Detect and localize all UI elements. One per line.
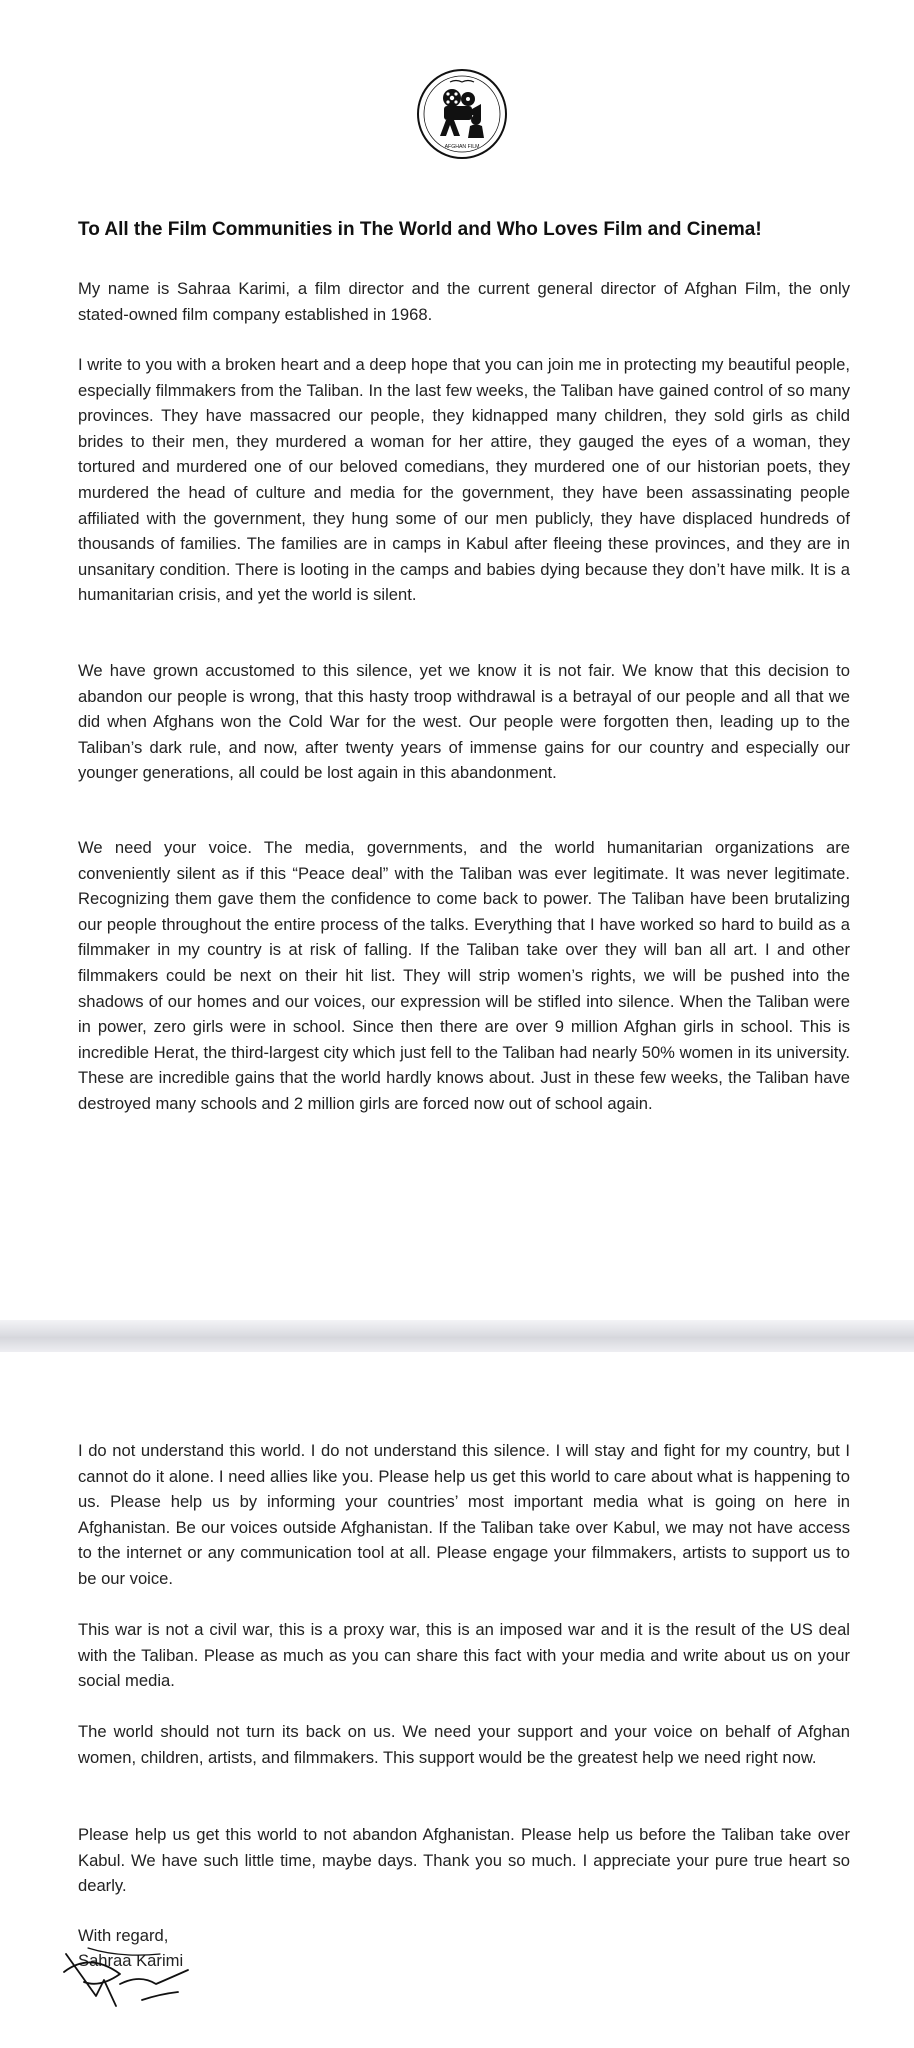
letter-paragraph-support: The world should not turn its back on us. We need your support and your voice on behalf of Afghan women, children, artists, and filmmakers. This support would be the greatest help we need right now. bbox=[78, 1722, 850, 1767]
signer-name: Sahraa Karimi bbox=[78, 1951, 184, 1970]
letter-paragraph-intro: My name is Sahraa Karimi, a film director and the current general director of Afghan Film, the only stated-owned film company established in 1968. bbox=[78, 279, 850, 324]
letter-paragraph-need-voice: We need your voice. The media, governments, and the world humanitarian organizations are conveniently silent as if this “Peace deal” with the Taliban was ever legitimate. It was never legitimate. Recognizing them gave them the confidence to come back to power. The Taliban have been brutalizing our people throughout the entire process of the talks. Everything that I have worked so hard to build as a filmmaker in my country is at risk of falling. If the Taliban take over they will ban all art. I and other filmmakers could be next on their hit list. They will strip women’s rights, we will be pushed into the shadows of our homes and our voices, our expression will be stifled into silence. When the Taliban were in power, zero girls were in school. Since then there are over 9 million Afghan girls in school. This is incredible Herat, the third-largest city which just fell to the Taliban had nearly 50% women in its university. These are incredible gains that the world hardly knows about. Just in these few weeks, the Taliban have destroyed many schools and 2 million girls are forced now out of school again. bbox=[78, 838, 850, 1113]
letter-paragraph-proxy-war: This war is not a civil war, this is a proxy war, this is an imposed war and it is the result of the US deal with the Taliban. Please as much as you can share this fact with your media and write about us on your social media. bbox=[78, 1620, 850, 1691]
page-separator bbox=[0, 1320, 914, 1352]
letter-paragraph-allies: I do not understand this world. I do not understand this silence. I will stay and fight for my country, but I cannot do it alone. I need allies like you. Please help us get this world to care about what is happening to us. Please help us by informing your countries’ most important media what is going on here in Afghanistan. Be our voices outside Afghanistan. If the Taliban take over Kabul, we may not have access to the internet or any communication tool at all. Please engage your filmmakers, artists to support us to be our voice. bbox=[78, 1441, 850, 1588]
letter-paragraph-taliban-atrocities: I write to you with a broken heart and a deep hope that you can join me in protecting my beautiful people, especially filmmakers from the Taliban. In the last few weeks, the Taliban have gained control of so many provinces. They have massacred our people, they kidnapped many children, they sold girls as child brides to their men, they murdered a woman for her attire, they gauged the eyes of a woman, they tortured and murdered one of our beloved comedians, they murdered one of our historian poets, they murdered the head of culture and media for the government, they have been assassinating people affiliated with the government, they hung some of our men publicly, they have displaced hundreds of thousands of families. The families are in camps in Kabul after fleeing these provinces, and they are in unsanitary condition. There is looting in the camps and babies dying because they don’t have milk. It is a humanitarian crisis, and yet the world is silent. bbox=[78, 355, 850, 605]
logo-text: AFGHAN FILM bbox=[444, 144, 480, 150]
letter-heading: To All the Film Communities in The World and Who Loves Film and Cinema! bbox=[78, 219, 762, 240]
letter-closing: With regard, bbox=[78, 1926, 169, 1945]
handwritten-signature bbox=[60, 1944, 210, 2016]
letter-paragraph-silence: We have grown accustomed to this silence, yet we know it is not fair. We know that this decision to abandon our people is wrong, that this hasty troop withdrawal is a betrayal of our people and all that we did when Afghans won the Cold War for the west. Our people were forgotten then, leading up to the Taliban’s dark rule, and now, after twenty years of immense gains for our country and especially our younger generations, all could be lost again in this abandonment. bbox=[78, 661, 850, 783]
letter-paragraph-final-plea: Please help us get this world to not abandon Afghanistan. Please help us before the Taliban take over Kabul. We have such little time, maybe days. Thank you so much. I appreciate your pure true heart so dearly. bbox=[78, 1825, 850, 1896]
afghan-film-logo-icon bbox=[416, 68, 508, 160]
